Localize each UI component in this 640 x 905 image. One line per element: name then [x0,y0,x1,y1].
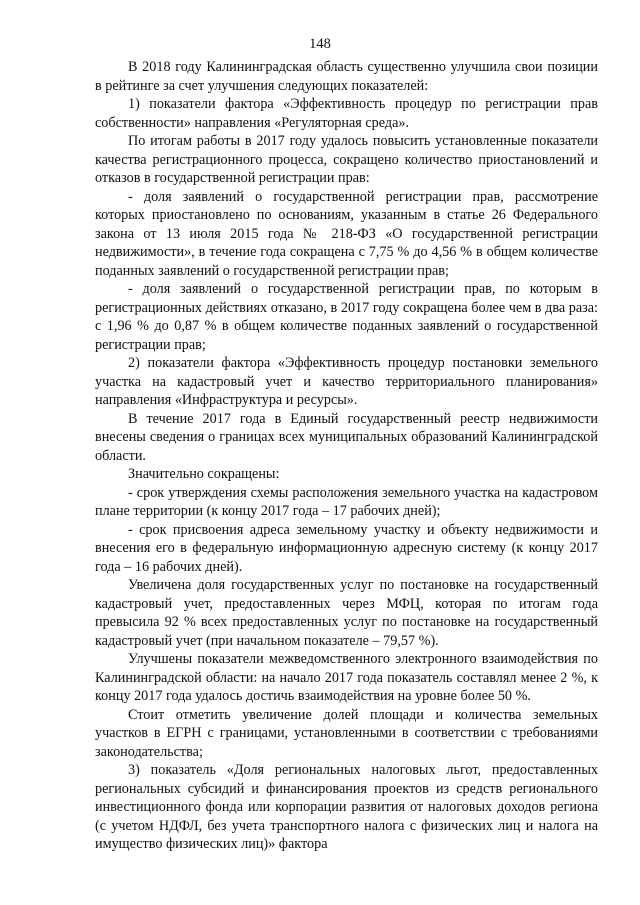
paragraph: Увеличена доля государственных услуг по постановке на государственный кадастровый учет, предоставленных через МФЦ, которая по итогам года превысила 92 % всех предоставленных услуг по постановке на государственный кадастровый учет (при начальном показателе – 79,57 %). [95,577,598,649]
paragraph: - доля заявлений о государственной регистрации прав, рассмотрение которых приостановлено по основаниям, указанным в статье 26 Федерального закона от 13 июля 2015 года № 218-ФЗ «О государственной регистрации недвижимости», в течение года сокращена с 7,75 % до 4,56 % в общем количестве поданных заявлений о государственной регистрации прав; [95,188,598,279]
paragraph: 3) показатель «Доля региональных налоговых льгот, предоставленных региональных субсидий и финансирования проектов из средств регионального инвестиционного фонда или корпорации развития от налоговых доходов региона (с учетом НДФЛ, без учета транспортного налога с физических лиц и налога на имущество физических лиц)» фактора [95,762,598,852]
paragraph: Стоит отметить увеличение долей площади и количества земельных участков в ЕГРН с границами, установленными в соответствии с требованиями законодательства; [95,706,598,760]
page-number: 148 [309,36,331,52]
paragraph: Улучшены показатели межведомственного электронного взаимодействия по Калининградской области: на начало 2017 года показатель составлял менее 2 %, к концу 2017 года удалось достичь взаимодействия на уровне более 50 %. [95,651,598,704]
paragraph: - доля заявлений о государственной регистрации прав, по которым в регистрационных действиях отказано, в 2017 году сокращена более чем в два раза: с 1,96 % до 0,87 % в общем количестве поданных заявлений о государственной регистрации прав; [95,281,598,353]
paragraph: Значительно сокращены: [128,466,280,482]
paragraph: - срок присвоения адреса земельному участку и объекту недвижимости и внесения его в федеральную информационную адресную систему (к концу 2017 года – 16 рабочих дней). [95,521,598,575]
paragraph: - срок утверждения схемы расположения земельного участка на кадастровом плане территории (к концу 2017 года – 17 рабочих дней); [95,484,598,519]
paragraph: В 2018 году Калининградская область существенно улучшила свои позиции в рейтинге за счет улучшения следующих показателей: [95,59,598,94]
paragraph: По итогам работы в 2017 году удалось повысить установленные показатели качества регистрационного процесса, сокращено количество приостановлений и отказов в государственной регистрации прав: [95,133,598,186]
paragraph: В течение 2017 года в Единый государственный реестр недвижимости внесены сведения о границах всех муниципальных образований Калининградской области. [95,410,598,464]
paragraph: 2) показатели фактора «Эффективность процедур постановки земельного участка на кадастровый учет и качество территориального планирования» направления «Инфраструктура и ресурсы». [95,355,598,408]
document-body [95,58,598,854]
paragraph: 1) показатели фактора «Эффективность процедур по регистрации прав собственности» направления «Регуляторная среда». [95,96,598,131]
